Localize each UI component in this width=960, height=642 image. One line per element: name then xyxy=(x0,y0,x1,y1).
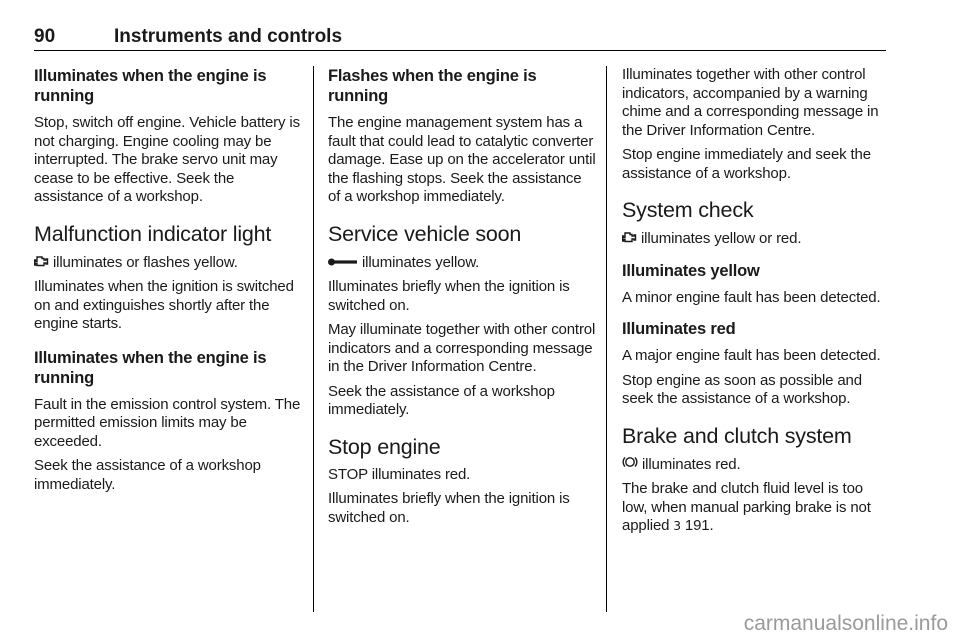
page-reference-link[interactable] xyxy=(673,517,713,534)
text: illuminates or flashes yellow. xyxy=(53,253,238,271)
paragraph: Stop engine immediately and seek the assistance of a workshop. xyxy=(622,146,871,182)
subheading: Illuminates red xyxy=(622,320,736,338)
paragraph: May illuminate together with other control indicators and a corresponding message in the Driver Information Centre. xyxy=(328,321,596,375)
section-heading: System check xyxy=(622,198,754,222)
header-rule xyxy=(34,50,886,51)
text: illuminates yellow or red. xyxy=(641,230,802,247)
paragraph: Illuminates briefly when the ignition is switched on. xyxy=(328,490,570,526)
section-heading: Service vehicle soon xyxy=(328,221,522,246)
page-number: 90 xyxy=(34,26,56,47)
column-divider xyxy=(606,66,607,612)
text: illuminates yellow. xyxy=(362,253,480,271)
paragraph: STOP illuminates red. xyxy=(328,465,471,483)
paragraph: Illuminates together with other control indicators, accompanied by a warning chime and a corresponding message in the Driver Information Centre. xyxy=(622,66,879,139)
paragraph: Seek the assistance of a workshop immediately. xyxy=(328,382,555,418)
column-1 xyxy=(34,66,306,500)
subheading: Illuminates yellow xyxy=(622,261,760,280)
wrench-icon xyxy=(328,253,358,272)
column-3 xyxy=(622,66,888,542)
paragraph xyxy=(622,229,888,249)
page-header xyxy=(34,26,886,50)
subheading: Illuminates when the engine is running xyxy=(34,348,267,387)
paragraph xyxy=(34,253,306,273)
paragraph: Seek the assistance of a workshop immediately. xyxy=(34,457,261,493)
section-heading: Brake and clutch system xyxy=(622,423,852,448)
subheading: Illuminates when the engine is running xyxy=(34,67,267,105)
text: illuminates red. xyxy=(642,455,741,473)
paragraph: Illuminates when the ignition is switched on and extinguishes shortly after the engine starts. xyxy=(34,278,294,332)
watermark: carmanualsonline.info xyxy=(743,612,948,635)
text: The brake and clutch fluid level is too low, when manual parking brake is not applied xyxy=(622,480,871,534)
column-2 xyxy=(328,66,596,533)
engine-icon xyxy=(622,229,637,248)
paragraph: Stop, switch off engine. Vehicle battery is not charging. Engine cooling may be interrupted. The brake servo unit may cease to be effective. Seek the assistance of a workshop. xyxy=(34,114,300,205)
paragraph xyxy=(622,480,888,536)
paragraph: Fault in the emission control system. The permitted emission limits may be exceeded. xyxy=(34,395,301,450)
paragraph: A minor engine fault has been detected. xyxy=(622,288,881,306)
engine-icon xyxy=(34,253,49,272)
paragraph xyxy=(328,253,596,273)
column-divider xyxy=(313,66,314,612)
brake-warning-icon xyxy=(622,455,638,474)
reference-page: 191. xyxy=(684,517,714,534)
paragraph: The engine management system has a fault that could lead to catalytic converter damage. Ease up on the accelerator until the flashing stops. Seek the assistance of a workshop immediately. xyxy=(328,114,596,205)
section-heading: Stop engine xyxy=(328,434,441,459)
subheading: Flashes when the engine is running xyxy=(328,67,537,105)
section-heading: Malfunction indicator light xyxy=(34,221,272,246)
reference-arrow-icon: 3 xyxy=(673,519,681,533)
paragraph: Illuminates briefly when the ignition is switched on. xyxy=(328,278,570,314)
paragraph: Stop engine as soon as possible and seek the assistance of a workshop. xyxy=(622,371,862,407)
paragraph xyxy=(622,455,888,475)
paragraph: A major engine fault has been detected. xyxy=(622,347,881,364)
running-title: Instruments and controls xyxy=(114,26,343,47)
